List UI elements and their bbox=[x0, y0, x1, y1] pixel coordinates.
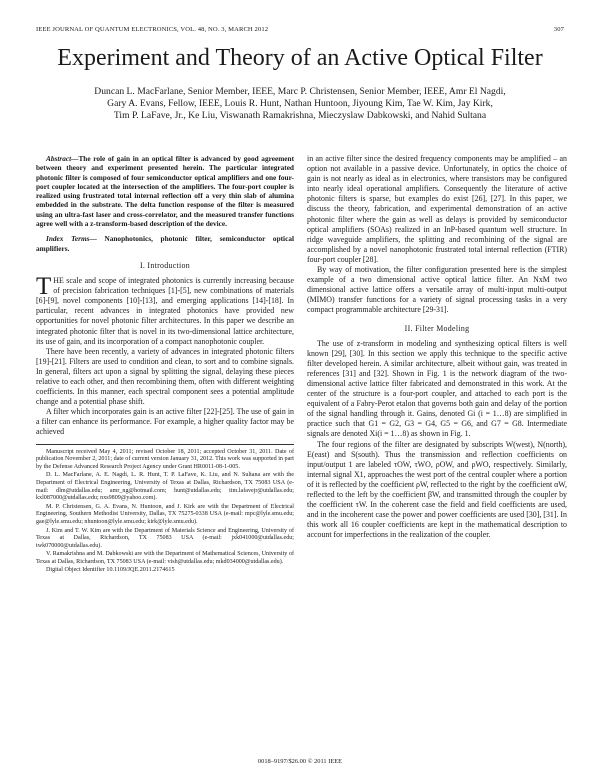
intro-paragraph-1: THE scale and scope of integrated photonics is currently increasing because of precision fabrication techniques [1]-[5], new combinations of materials [6]-[9], novel components [10]-[13], and emerging applications [14]-[18]. In particular, recent advances in integrated photonics have provided new opportunities for novel photonic filter architectures. In this paper we describe an integrated photonic filter that is novel in its two-dimensional lattice architecture, its use of gain, and its incorporation of a compact nanophotonic coupler. bbox=[36, 273, 294, 346]
footnotes bbox=[36, 444, 294, 576]
body-paragraph: in an active filter since the desired frequency components may be amplified – an option not available in a passive device. Unfortunately, in optics the choice of gain is not nearly as ideal as in electronics, where transistors may be configured into nearly ideal operational amplifiers. Consequently the literature of active photonic filters is sparse, but examples do exist [26], [27]. In this paper, we discuss the theory, fabrication, and experimental demonstration of an active photonic filter where the gain as well as delays is provided by semiconductor optical amplifiers (SOAs) realized in an InP-based quantum well structure. In ridge waveguide amplifiers, the splitting and recombining of the signal are accomplished by a novel nanophotonic frustrated total internal reflection (FTIR) four-port coupler [28]. bbox=[307, 154, 567, 264]
author-line: Duncan L. MacFarlane, Senior Member, IEEE, Marc P. Christensen, Senior Member, IEEE, Amr El Nagdi, bbox=[94, 86, 506, 97]
right-column bbox=[307, 154, 567, 540]
abstract bbox=[36, 154, 294, 228]
body-paragraph: The use of z-transform in modeling and synthesizing optical filters is well known [29], [30]. In this section we apply this technique to the specific active filter developed herein. A similar architecture, albeit without gain, was treated in references [31] and [32]. Shown in Fig. 1 is the network diagram of the two-dimensional active lattice filter fabricated and demonstrated in this work. At the center of the structure is a four-port coupler, and attached to each port is the equivalent of a Fabry-Perot etalon that governs both gain and delay of the portion of the signal handling through it. Gains, denoted Gi (i = 1…8) are simplified in practice such that G1 = G2, G3 = G4, G5 = G6, and G7 = G8. Intermediate signals are denoted Xi(i = 1…8) as shown in Fig. 1. bbox=[307, 338, 567, 439]
paper-title: Experiment and Theory of an Active Optical Filter bbox=[57, 45, 543, 71]
author-line: Gary A. Evans, Fellow, IEEE, Louis R. Hunt, Nathan Huntoon, Jiyoung Kim, Tae W. Kim, Jay Kirk, bbox=[107, 98, 493, 110]
abstract-label: Abstract bbox=[46, 154, 72, 163]
footnote: J. Kim and T. W. Kim are with the Department of Materials Science and Engineering, University of Texas at Dallas, Richardson, TX 75083 USA (e-mail: jxk041000@utdallas.edu; twk070000@utdallas.edu). bbox=[36, 527, 294, 549]
footnote: V. Ramakrishna and M. Dabkowski are with the Department of Mathematical Sciences, University of Texas at Dallas, Richardson, TX 75083 USA (e-mail: vish@utdallas.edu; mkd034000@utdallas.edu). bbox=[36, 551, 294, 565]
footnote: M. P. Christensen, G. A. Evans, N. Huntoon, and J. Kirk are with the Department of Electrical Engineering, Southern Methodist University, Dallas, TX 75275-0338 USA (e-mail: mpc@lyle.smu.edu; gae@lyle.smu.edu; nhuntoon@lyle.smu.edu; kirk@lyle.smu.edu). bbox=[36, 503, 294, 525]
intro-paragraph-3: A filter which incorporates gain is an active filter [22]-[25]. The use of gain in a filter can enhance its performance. For example, a higher quality factor may be achieved bbox=[36, 407, 294, 437]
running-head bbox=[36, 26, 564, 33]
section-heading-filter-modeling: II. Filter Modeling bbox=[404, 323, 470, 333]
index-terms bbox=[36, 234, 294, 253]
page-number: 307 bbox=[553, 26, 564, 33]
footnote: D. L. MacFarlane, A. E. Nagdi, L. R. Hunt, T. P. LaFave, K. Liu, and N. Sultana are with the Department of Electrical Engineering, University of Texas at Dallas, Richardson, TX 75083 USA (e-mail: dlm@utdallas.edu; amr_ng@hotmail.com; hunt@utdallas.edu; tim.lafavejr@utdallas.edu; kxl087000@utdallas.edu; nxs9809@yahoo.com). bbox=[36, 472, 294, 502]
drop-cap: T bbox=[36, 273, 52, 301]
journal-name: IEEE JOURNAL OF QUANTUM ELECTRONICS, VOL. 48, NO. 3, MARCH 2012 bbox=[36, 26, 269, 33]
copyright-footer: 0018–9197/$26.00 © 2011 IEEE bbox=[257, 758, 343, 765]
index-terms-label: Index Terms bbox=[46, 234, 90, 244]
author-list bbox=[40, 86, 560, 123]
index-terms-text: — Nanophotonics, photonic filter, semiconductor optical amplifiers. bbox=[36, 234, 294, 253]
intro-paragraph-2: There have been recently, a variety of advances in integrated photonic filters [19]-[21]. Filters are used to condition and clean, to sort and to combine signals. In general, filters act upon a signal by splitting the signal, delaying these pieces relative to each other, and then recombining them, often with different weighting coefficients. In this manner, each spectral component sees a potential amplitude change and a potential phase shift. bbox=[36, 346, 294, 407]
body-paragraph: By way of motivation, the filter configuration presented here is the simplest example of a two dimensional active optical lattice filter. An NxM two dimensional active lattice offers a versatile array of multi-input multi-output (MIMO) transfer functions for a variety of signal processing tasks in a very compact programmable architecture [29-31]. bbox=[307, 265, 567, 315]
body-paragraph: The four regions of the filter are designated by subscripts W(west), N(north), E(east) and S(south). Thus the transmission and reflection coefficients on input/output 1 are labeled τOW, τWO, ρOW, and ρWO, respectively. Similarly, internal signal X1, approaches the west port of the central coupler where a portion of it is reflected by the coefficient ρW, reflected to the right by the coefficient αW, reflected to the left by the coefficient βW, and transmitted through the coupler by the coefficient τW. In the coherent case the field and field coefficients are used, and in the incoherent case the power and power coefficients are used [30], [31]. In this work all 16 coupler coefficients are kept in the mathematical description to account for imperfections in the realization of the coupler. bbox=[307, 439, 567, 540]
footnote: Manuscript received May 4, 2011; revised October 18, 2011; accepted October 31, 2011. Date of publication November 2, 2011; date of current version January 31, 2012. This work was supported in part by the Defense Advanced Research Project Agency under Grant HR0011-08-1-005. bbox=[36, 448, 294, 470]
doi: Digital Object Identifier 10.1109/JQE.2011.2174615 bbox=[46, 567, 175, 574]
abstract-text: —The role of gain in an optical filter is advanced by good agreement between theory and experiment presented herein. The particular integrated photonic filter is composed of four semiconductor optical amplifiers and one four-port coupler located at the intersection of the amplifiers. The four-port coupler is realized using frustrated total internal reflection off a very thin slab of alumina embedded in the substrate. The delta function response of the filter is measured using an ultra-fast laser and cross-correlator, and the measured transfer functions agree well with a z-transform-based description of the device. bbox=[36, 154, 294, 229]
section-heading-introduction: I. Introduction bbox=[139, 260, 191, 270]
author-line: Tim P. LaFave, Jr., Ke Liu, Viswanath Ramakrishna, Mieczyslaw Dabkowski, and Nahid Sultana bbox=[113, 110, 487, 122]
left-column bbox=[36, 154, 294, 576]
